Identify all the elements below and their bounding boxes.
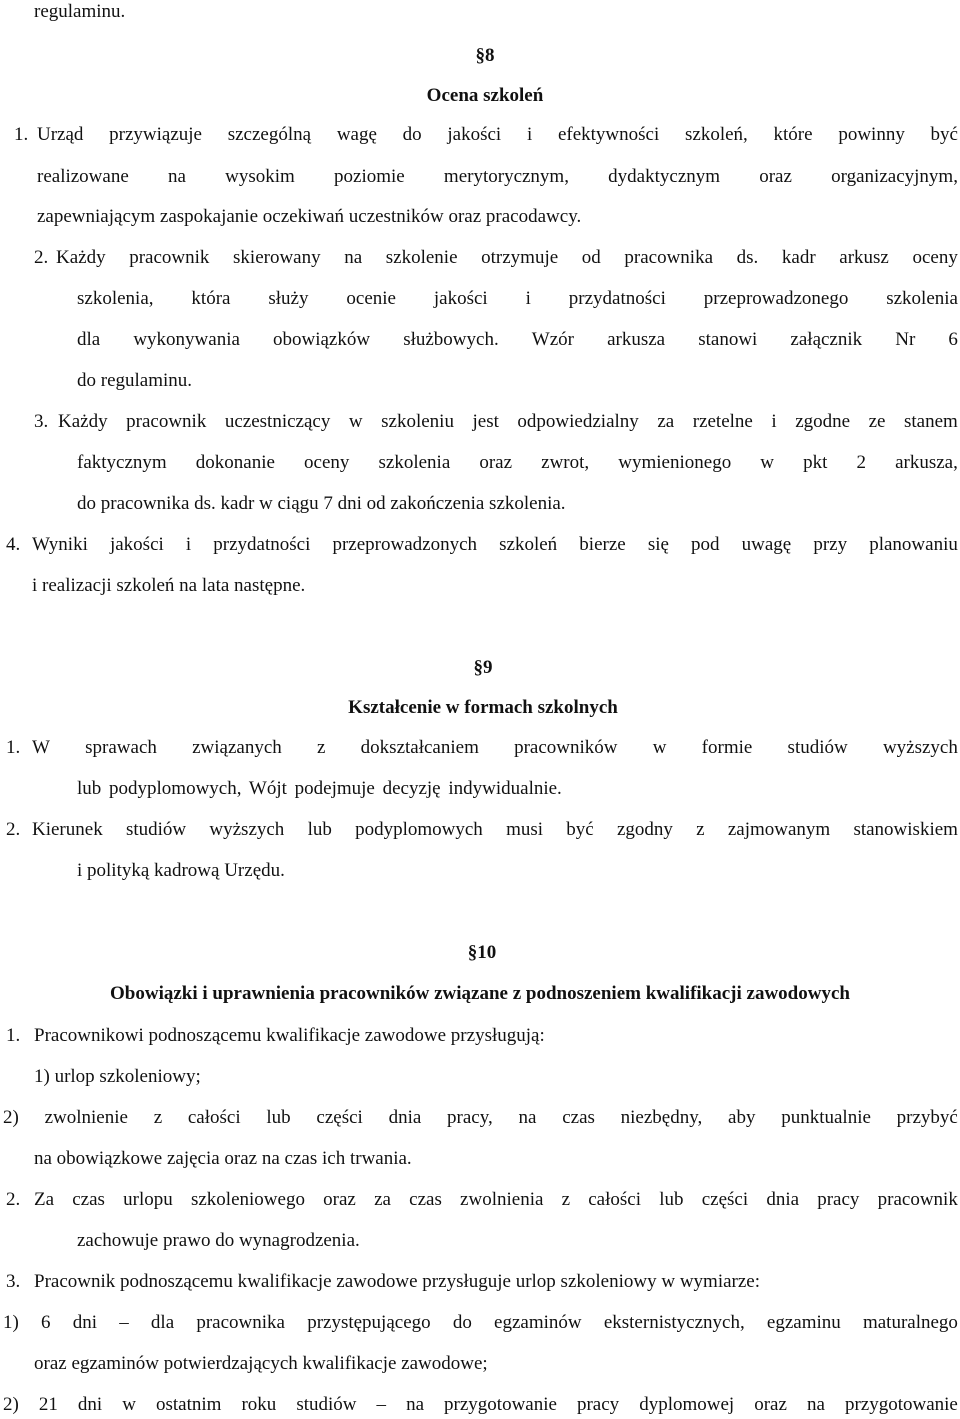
paragraph-number: 3. bbox=[34, 411, 49, 432]
text-fragment: regulaminu. bbox=[34, 1, 126, 22]
paragraph-line: W sprawach związanych z dokształcaniem pracowników w formie studiów wyższych bbox=[32, 737, 958, 758]
list-item: na obowiązkowe zajęcia oraz na czas ich trwania. bbox=[34, 1148, 412, 1169]
paragraph-line: Kierunek studiów wyższych lub podyplomowych musi być zgodny z zajmowanym stanowiskiem bbox=[32, 819, 958, 840]
paragraph-number: 3. bbox=[6, 1271, 21, 1292]
paragraph-line: lub podyplomowych, Wójt podejmuje decyzję indywidualnie. bbox=[77, 778, 562, 799]
section-number: §9 bbox=[473, 657, 493, 678]
list-item: 2) zwolnienie z całości lub części dnia pracy, na czas niezbędny, aby punktualnie przybyć bbox=[3, 1107, 958, 1128]
section-number: §8 bbox=[475, 45, 495, 66]
paragraph-line: do pracownika ds. kadr w ciągu 7 dni od zakończenia szkolenia. bbox=[77, 493, 566, 514]
paragraph-line: Urząd przywiązuje szczególną wagę do jakości i efektywności szkoleń, które powinny być bbox=[37, 124, 958, 145]
section-number: §10 bbox=[467, 942, 497, 963]
section-title: Kształcenie w formach szkolnych bbox=[348, 697, 618, 718]
paragraph-line: faktycznym dokonanie oceny szkolenia oraz zwrot, wymienionego w pkt 2 arkusza, bbox=[77, 452, 958, 473]
paragraph-number: 1. bbox=[14, 124, 29, 145]
list-item: 2) 21 dni w ostatnim roku studiów – na przygotowanie pracy dyplomowej oraz na przygotowanie bbox=[3, 1394, 958, 1415]
paragraph-line: zachowuje prawo do wynagrodzenia. bbox=[77, 1230, 360, 1251]
list-item: 1) 6 dni – dla pracownika przystępującego do egzaminów eksternistycznych, egzaminu maturalnego bbox=[3, 1312, 958, 1333]
paragraph-line: dla wykonywania obowiązków służbowych. Wzór arkusza stanowi załącznik Nr 6 bbox=[77, 329, 958, 350]
list-item: 1) urlop szkoleniowy; bbox=[34, 1066, 201, 1087]
paragraph-line: do regulaminu. bbox=[77, 370, 193, 391]
paragraph-number: 4. bbox=[6, 534, 21, 555]
paragraph-line: zapewniającym zaspokajanie oczekiwań uczestników oraz pracodawcy. bbox=[37, 206, 582, 227]
paragraph-line: Wyniki jakości i przydatności przeprowadzonych szkoleń bierze się pod uwagę przy planowaniu bbox=[32, 534, 958, 555]
paragraph-line: Każdy pracownik skierowany na szkolenie otrzymuje od pracownika ds. kadr arkusz oceny bbox=[56, 247, 958, 268]
paragraph-number: 2. bbox=[6, 1189, 21, 1210]
paragraph-line: i realizacji szkoleń na lata następne. bbox=[32, 575, 306, 596]
section-title: Obowiązki i uprawnienia pracowników związane z podnoszeniem kwalifikacji zawodowych bbox=[110, 983, 850, 1004]
paragraph-number: 1. bbox=[6, 737, 21, 758]
paragraph-line: Za czas urlopu szkoleniowego oraz za czas zwolnienia z całości lub części dnia pracy pracownik bbox=[34, 1189, 958, 1210]
list-item: oraz egzaminów potwierdzających kwalifikacje zawodowe; bbox=[34, 1353, 488, 1374]
paragraph-number: 1. bbox=[6, 1025, 21, 1046]
section-title: Ocena szkoleń bbox=[426, 85, 544, 106]
paragraph-line: Pracownikowi podnoszącemu kwalifikacje zawodowe przysługują: bbox=[34, 1025, 545, 1046]
paragraph-number: 2. bbox=[6, 819, 21, 840]
paragraph-line: Każdy pracownik uczestniczący w szkoleniu jest odpowiedzialny za rzetelne i zgodne ze stanem bbox=[58, 411, 958, 432]
paragraph-line: Pracownik podnoszącemu kwalifikacje zawodowe przysługuje urlop szkoleniowy w wymiarze: bbox=[34, 1271, 760, 1292]
paragraph-line: realizowane na wysokim poziomie merytorycznym, dydaktycznym oraz organizacyjnym, bbox=[37, 166, 958, 187]
paragraph-line: i polityką kadrową Urzędu. bbox=[77, 860, 285, 881]
paragraph-number: 2. bbox=[34, 247, 49, 268]
paragraph-line: szkolenia, która służy ocenie jakości i przydatności przeprowadzonego szkolenia bbox=[77, 288, 958, 309]
